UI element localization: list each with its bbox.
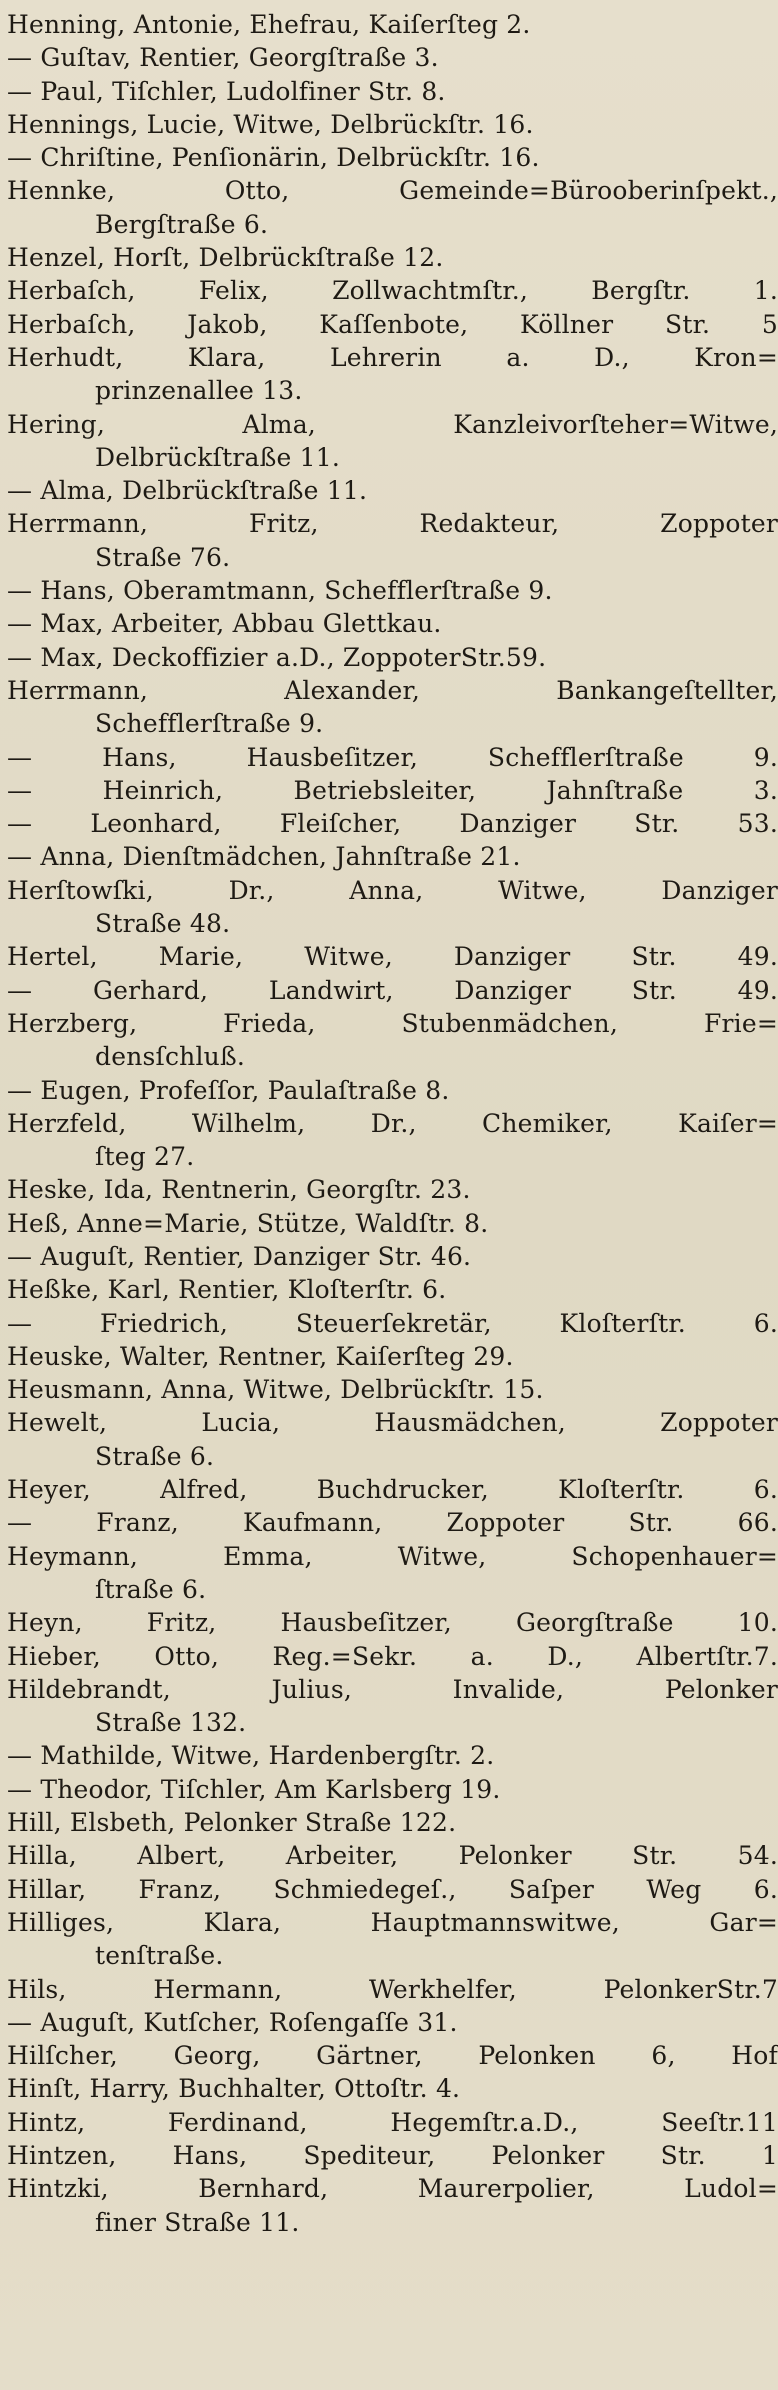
directory-entry-line: Hieber, Otto, Reg.=Sekr. a. D., Albertſtr.7.: [7, 1641, 778, 1671]
directory-entry-line: Hinſt, Harry, Buchhalter, Ottoſtr. 4.: [7, 2074, 461, 2104]
directory-entry-line: Hewelt, Lucia, Hausmädchen, Zoppoter: [7, 1408, 778, 1438]
directory-entry-line: — Hans, Hausbeſitzer, Schefflerſtraße 9.: [7, 742, 778, 772]
directory-entry-line: — Chriſtine, Penſionärin, Delbrückſtr. 16.: [7, 143, 540, 173]
directory-entry-line: Hennings, Lucie, Witwe, Delbrückſtr. 16.: [7, 109, 534, 139]
directory-entry-line: Heßke, Karl, Rentier, Kloſterſtr. 6.: [7, 1275, 447, 1305]
directory-entry-line: Herſtowſki, Dr., Anna, Witwe, Danziger: [7, 875, 778, 905]
directory-entry-continuation: finer Straße 11.: [95, 2207, 300, 2237]
directory-entry-line: Heyn, Fritz, Hausbeſitzer, Georgſtraße 10.: [7, 1608, 778, 1638]
directory-entry-continuation: tenſtraße.: [95, 1941, 224, 1971]
directory-entry-line: Henzel, Horſt, Delbrückſtraße 12.: [7, 243, 444, 273]
directory-entry-line: Herzberg, Frieda, Stubenmädchen, Frie=: [7, 1008, 778, 1038]
directory-entry-continuation: Straße 6.: [95, 1441, 215, 1471]
directory-entry-line: Hilſcher, Georg, Gärtner, Pelonken 6, Hof: [7, 2041, 778, 2071]
directory-entry-line: Hintzki, Bernhard, Maurerpolier, Ludol=: [7, 2174, 778, 2204]
directory-entry-line: — Friedrich, Steuerſekretär, Kloſterſtr. 6.: [7, 1308, 778, 1338]
directory-entry-line: Heuske, Walter, Rentner, Kaiſerſteg 29.: [7, 1341, 514, 1371]
directory-entry-continuation: Straße 48.: [95, 909, 231, 939]
directory-entry-line: Hils, Hermann, Werkhelfer, PelonkerStr.7: [7, 1974, 778, 2004]
directory-entry-line: — Theodor, Tiſchler, Am Karlsberg 19.: [7, 1774, 501, 1804]
directory-entry-continuation: Straße 76.: [95, 542, 231, 572]
directory-entry-line: — Gerhard, Landwirt, Danziger Str. 49.: [7, 975, 778, 1005]
directory-entry-line: Hill, Elsbeth, Pelonker Straße 122.: [7, 1808, 457, 1838]
directory-entry-continuation: Bergſtraße 6.: [95, 209, 269, 239]
directory-entry-line: Henning, Antonie, Ehefrau, Kaiſerſteg 2.: [7, 10, 531, 39]
directory-column: [0, 8, 778, 2239]
directory-entry-line: Hintz, Ferdinand, Hegemſtr.a.D., Seeſtr.11: [7, 2107, 778, 2137]
directory-entry-continuation: prinzenallee 13.: [95, 376, 303, 406]
directory-entry-line: Hillar, Franz, Schmiedegeſ., Saſper Weg 6.: [7, 1874, 778, 1904]
directory-entry-line: — Hans, Oberamtmann, Schefflerſtraße 9.: [7, 576, 553, 606]
directory-entry-line: Hildebrandt, Julius, Invalide, Pelonker: [7, 1674, 778, 1704]
directory-entry-line: Herrmann, Alexander, Bankangeſtellter,: [7, 675, 778, 705]
directory-entry-continuation: ſtraße 6.: [95, 1574, 207, 1604]
directory-entry-continuation: Delbrückſtraße 11.: [95, 442, 340, 472]
directory-entry-line: — Alma, Delbrückſtraße 11.: [7, 476, 368, 506]
directory-entry-line: Hertel, Marie, Witwe, Danziger Str. 49.: [7, 942, 778, 972]
directory-entry-line: Herhudt, Klara, Lehrerin a. D., Kron=: [7, 342, 778, 372]
directory-entry-line: — Heinrich, Betriebsleiter, Jahnſtraße 3.: [7, 775, 778, 805]
directory-entry-line: — Guſtav, Rentier, Georgſtraße 3.: [7, 43, 439, 73]
directory-entry-continuation: densſchluß.: [95, 1042, 246, 1072]
directory-entry-line: Heß, Anne=Marie, Stütze, Waldſtr. 8.: [7, 1208, 489, 1238]
directory-entry-line: — Max, Arbeiter, Abbau Glettkau.: [7, 609, 442, 639]
directory-entry-line: Hilliges, Klara, Hauptmannswitwe, Gar=: [7, 1907, 778, 1937]
directory-entry-line: Heyer, Alfred, Buchdrucker, Kloſterſtr. 6.: [7, 1475, 778, 1505]
directory-entry-line: — Leonhard, Fleiſcher, Danziger Str. 53.: [7, 809, 778, 839]
directory-entry-line: — Mathilde, Witwe, Hardenbergſtr. 2.: [7, 1741, 495, 1771]
directory-entry-line: Hennke, Otto, Gemeinde=Bürooberinſpekt.,: [7, 176, 778, 206]
directory-entry-line: Heusmann, Anna, Witwe, Delbrückſtr. 15.: [7, 1375, 544, 1405]
directory-entry-line: Hering, Alma, Kanzleivorſteher=Witwe,: [7, 409, 778, 439]
directory-entry-line: Heske, Ida, Rentnerin, Georgſtr. 23.: [7, 1175, 471, 1205]
directory-entry-line: Hilla, Albert, Arbeiter, Pelonker Str. 54.: [7, 1841, 778, 1871]
directory-entry-continuation: ſteg 27.: [95, 1142, 195, 1172]
directory-entry-line: — Eugen, Profeſſor, Paulaſtraße 8.: [7, 1075, 450, 1105]
directory-entry-line: Herzfeld, Wilhelm, Dr., Chemiker, Kaiſer=: [7, 1108, 778, 1138]
directory-entry-line: — Anna, Dienſtmädchen, Jahnſtraße 21.: [7, 842, 521, 872]
directory-entry-line: Heymann, Emma, Witwe, Schopenhauer=: [7, 1541, 778, 1571]
directory-entry-line: — Auguſt, Kutſcher, Roſengaſſe 31.: [7, 2007, 458, 2037]
directory-entry-line: Herbaſch, Felix, Zollwachtmſtr., Bergſtr. 1.: [7, 276, 778, 306]
directory-entry-line: Hintzen, Hans, Spediteur, Pelonker Str. 1: [7, 2141, 778, 2170]
directory-entry-line: Herrmann, Fritz, Redakteur, Zoppoter: [7, 509, 778, 539]
directory-entry-line: — Auguſt, Rentier, Danziger Str. 46.: [7, 1241, 472, 1271]
directory-entry-line: Herbaſch, Jakob, Kaſſenbote, Köllner Str. 5: [7, 309, 778, 339]
directory-entry-line: — Franz, Kaufmann, Zoppoter Str. 66.: [7, 1508, 778, 1538]
directory-entry-line: — Paul, Tiſchler, Ludolfiner Str. 8.: [7, 76, 446, 106]
directory-entry-line: — Max, Deckoffizier a.D., ZoppoterStr.59.: [7, 642, 547, 672]
directory-entry-continuation: Straße 132.: [95, 1708, 247, 1738]
directory-entry-continuation: Schefflerſtraße 9.: [95, 709, 324, 739]
